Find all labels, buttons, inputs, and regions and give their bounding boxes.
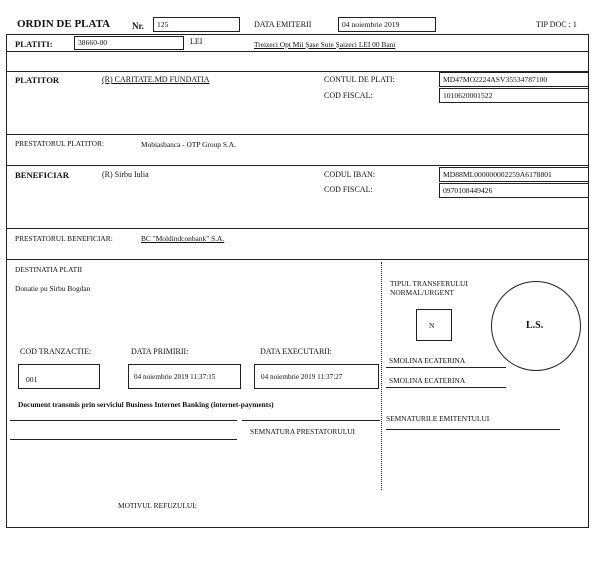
beneficiar-fiscal-label: COD FISCAL: bbox=[324, 185, 373, 194]
date-label: DATA EMITERII bbox=[254, 20, 312, 29]
nr-value: 125 bbox=[157, 20, 169, 29]
signer-1: SMOLINA ECATERINA bbox=[389, 356, 466, 365]
platitor-label: PLATITOR bbox=[15, 75, 60, 85]
data-primirii-field bbox=[128, 364, 241, 389]
amount-field bbox=[74, 36, 184, 50]
cod-tranzactie-field bbox=[18, 364, 100, 389]
transfer-type-value: N bbox=[429, 321, 435, 330]
transfer-label-2: NORMAL/URGENT bbox=[390, 288, 455, 297]
beneficiar-fiscal-field bbox=[439, 183, 589, 198]
nr-field bbox=[153, 17, 240, 32]
form-frame bbox=[6, 34, 589, 528]
tip-doc: TIP DOC : 1 bbox=[536, 20, 577, 29]
stamp-circle bbox=[491, 281, 581, 371]
prestator-platitor-label: PRESTATORUL PLATITOR: bbox=[15, 139, 104, 148]
date-field bbox=[338, 17, 436, 32]
account-label: CONTUL DE PLATI: bbox=[324, 75, 395, 84]
date-value: 04 noiembrie 2019 bbox=[342, 20, 400, 29]
notice-text: Document transmis prin serviciul Business Internet Banking (internet-payments) bbox=[18, 400, 274, 409]
beneficiar-fiscal-value: 0970108449426 bbox=[443, 186, 493, 195]
semnatura-prestatorului: SEMNATURA PRESTATORULUI bbox=[250, 427, 356, 436]
platiti-label: PLATITI: bbox=[15, 39, 53, 49]
nr-label: Nr. bbox=[132, 21, 144, 31]
beneficiar-name: (R) Sirbu Iulia bbox=[102, 170, 149, 179]
destinatia-value: Donatie pu Sirbu Bogdan bbox=[15, 284, 91, 293]
prestator-beneficiar-value: BC "Moldindconbank" S.A. bbox=[141, 234, 225, 243]
prestator-beneficiar-label: PRESTATORUL BENEFICIAR: bbox=[15, 234, 113, 243]
data-executarii-label: DATA EXECUTARII: bbox=[260, 347, 332, 356]
destinatia-label: DESTINATIA PLATII bbox=[15, 265, 83, 274]
iban-value: MD88ML000000002259A6178801 bbox=[443, 170, 552, 179]
amount-words: Treizeci Opt Mii Şase Sute Şaizeci LEI 00 Bani bbox=[254, 40, 396, 49]
dotted-separator bbox=[381, 262, 382, 490]
account-value: MD47MO2224ASV35534787100 bbox=[443, 75, 548, 84]
semnaturile-emitentului: SEMNATURILE EMITENTULUI bbox=[386, 414, 490, 423]
cod-tranzactie-value: 001 bbox=[26, 375, 38, 384]
data-executarii-value: 04 noiembrie 2019 11:37:27 bbox=[261, 373, 343, 381]
signer-2: SMOLINA ECATERINA bbox=[389, 376, 466, 385]
data-executarii-field bbox=[254, 364, 379, 389]
iban-label: CODUL IBAN: bbox=[324, 170, 376, 179]
platitor-fiscal-label: COD FISCAL: bbox=[324, 91, 373, 100]
prestator-platitor-value: Mobiasbanca - OTP Group S.A. bbox=[141, 140, 236, 149]
motivul-refuzului-label: MOTIVUL REFUZULUI: bbox=[118, 501, 197, 510]
platitor-fiscal-value: 1010620001522 bbox=[443, 91, 493, 100]
account-field bbox=[439, 72, 589, 87]
cod-tranzactie-label: COD TRANZACTIE: bbox=[20, 347, 92, 356]
iban-field bbox=[439, 167, 589, 182]
platitor-fiscal-field bbox=[439, 88, 589, 103]
amount-value: 38660-00 bbox=[78, 38, 108, 47]
data-primirii-value: 04 noiembrie 2019 11:37:15 bbox=[134, 373, 216, 381]
document-title: ORDIN DE PLATA bbox=[17, 18, 111, 30]
data-primirii-label: DATA PRIMIRII: bbox=[131, 347, 189, 356]
stamp-label: L.S. bbox=[526, 320, 544, 331]
platitor-name: (R) CARITATE.MD FUNDATIA bbox=[102, 75, 210, 84]
transfer-label-1: TIPUL TRANSFERULUI bbox=[390, 279, 468, 288]
beneficiar-label: BENEFICIAR bbox=[15, 170, 69, 180]
transfer-type-box bbox=[416, 309, 452, 341]
currency: LEI bbox=[190, 37, 203, 46]
